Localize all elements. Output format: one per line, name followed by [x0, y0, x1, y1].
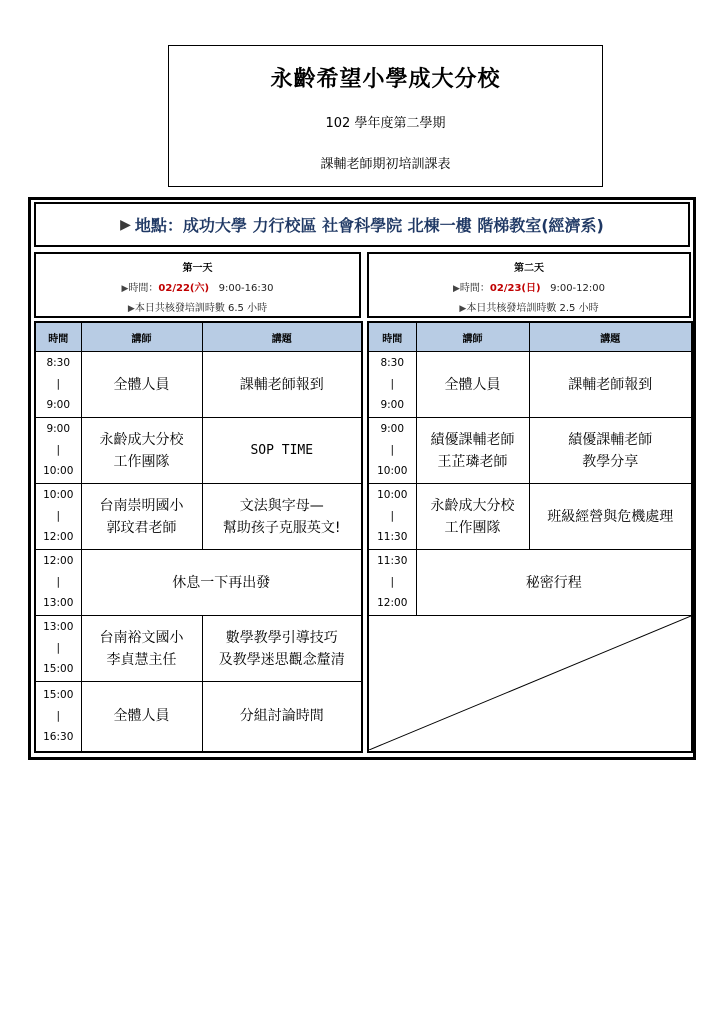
- time-cell: 8:30 | 9:00: [35, 352, 81, 418]
- day2-header: [367, 252, 691, 318]
- location-text: 地點：成功大學 力行校區 社會科學院 北棟一樓 階梯教室(經濟系): [134, 216, 604, 235]
- day-time-line: ▶時間：02/23(日) 9:00-12:00: [453, 283, 605, 294]
- teacher-cell: 全體人員: [81, 682, 202, 752]
- teacher-cell: 績優課輔老師 王芷璘老師: [416, 418, 529, 484]
- topic-cell: 數學教學引導技巧 及教學迷思觀念釐清: [202, 616, 362, 682]
- time-cell: 12:00 | 13:00: [35, 550, 81, 616]
- teacher-cell: 台南崇明國小 郭玟君老師: [81, 484, 202, 550]
- empty-diagonal-cell: [368, 616, 692, 752]
- col-topic: 講題: [529, 322, 692, 352]
- day-title: 第二天: [514, 263, 544, 274]
- day-date: 02/22(六): [158, 283, 210, 294]
- teacher-cell: 全體人員: [416, 352, 529, 418]
- day1-schedule-table: [34, 321, 363, 753]
- table-row: [368, 418, 692, 484]
- day1-header: [34, 252, 361, 318]
- time-cell: 10:00 | 12:00: [35, 484, 81, 550]
- table-row: [35, 616, 362, 682]
- topic-cell: 分組討論時間: [202, 682, 362, 752]
- col-teacher: 講師: [416, 322, 529, 352]
- table-row: [368, 616, 692, 752]
- triangle-right-icon: ▶: [120, 216, 131, 233]
- topic-cell: 績優課輔老師 教學分享: [529, 418, 692, 484]
- day2-schedule-table: [367, 321, 693, 753]
- time-cell: 11:30 | 12:00: [368, 550, 416, 616]
- time-cell: 13:00 | 15:00: [35, 616, 81, 682]
- diagonal-line: [369, 616, 691, 750]
- teacher-cell: 永齡成大分校 工作團隊: [416, 484, 529, 550]
- topic-cell: 課輔老師報到: [529, 352, 692, 418]
- title-box: [168, 45, 603, 187]
- day-summary: 本日共核發培訓時數 6.5 小時: [134, 303, 268, 314]
- triangle-right-icon: ▶: [459, 304, 467, 314]
- table-row: [368, 352, 692, 418]
- day-hours: 9:00-16:30: [218, 283, 274, 294]
- table-row: [35, 550, 362, 616]
- schedule-subtitle: 課輔老師期初培訓課表: [320, 157, 451, 172]
- table-row: [368, 484, 692, 550]
- col-time: 時間: [35, 322, 81, 352]
- table-row: [35, 682, 362, 752]
- col-time: 時間: [368, 322, 416, 352]
- col-teacher: 講師: [81, 322, 202, 352]
- school-name: 永齡希望小學成大分校: [270, 67, 501, 92]
- time-cell: 8:30 | 9:00: [368, 352, 416, 418]
- table-row: [35, 352, 362, 418]
- col-topic: 講題: [202, 322, 362, 352]
- day-time-line: ▶時間：02/22(六) 9:00-16:30: [121, 283, 274, 294]
- topic-cell: 課輔老師報到: [202, 352, 362, 418]
- table-row: [35, 418, 362, 484]
- day-summary: 本日共核發培訓時數 2.5 小時: [466, 303, 599, 314]
- time-cell: 10:00 | 11:30: [368, 484, 416, 550]
- day-date: 02/23(日): [489, 283, 541, 294]
- day-summary-line: [36, 299, 359, 314]
- term-label: 102 學年度第二學期: [325, 116, 446, 131]
- table-row: [35, 484, 362, 550]
- teacher-cell: 全體人員: [81, 352, 202, 418]
- time-cell: 9:00 | 10:00: [35, 418, 81, 484]
- topic-cell: SOP TIME: [202, 418, 362, 484]
- triangle-right-icon: ▶: [453, 284, 460, 294]
- time-cell: 9:00 | 10:00: [368, 418, 416, 484]
- triangle-right-icon: ▶: [121, 284, 129, 294]
- day-title: 第一天: [182, 263, 213, 274]
- topic-cell: 班級經營與危機處理: [529, 484, 692, 550]
- time-cell: 15:00 | 16:30: [35, 682, 81, 752]
- day-summary-line: [369, 299, 689, 314]
- location-banner: [34, 202, 690, 247]
- merged-cell: 秘密行程: [416, 550, 692, 616]
- table-row: [368, 550, 692, 616]
- topic-cell: 文法與字母— 幫助孩子克服英文!: [202, 484, 362, 550]
- triangle-right-icon: ▶: [127, 304, 135, 314]
- teacher-cell: 永齡成大分校 工作團隊: [81, 418, 202, 484]
- day-hours: 9:00-12:00: [550, 283, 605, 294]
- teacher-cell: 台南裕文國小 李貞慧主任: [81, 616, 202, 682]
- merged-cell: 休息一下再出發: [81, 550, 362, 616]
